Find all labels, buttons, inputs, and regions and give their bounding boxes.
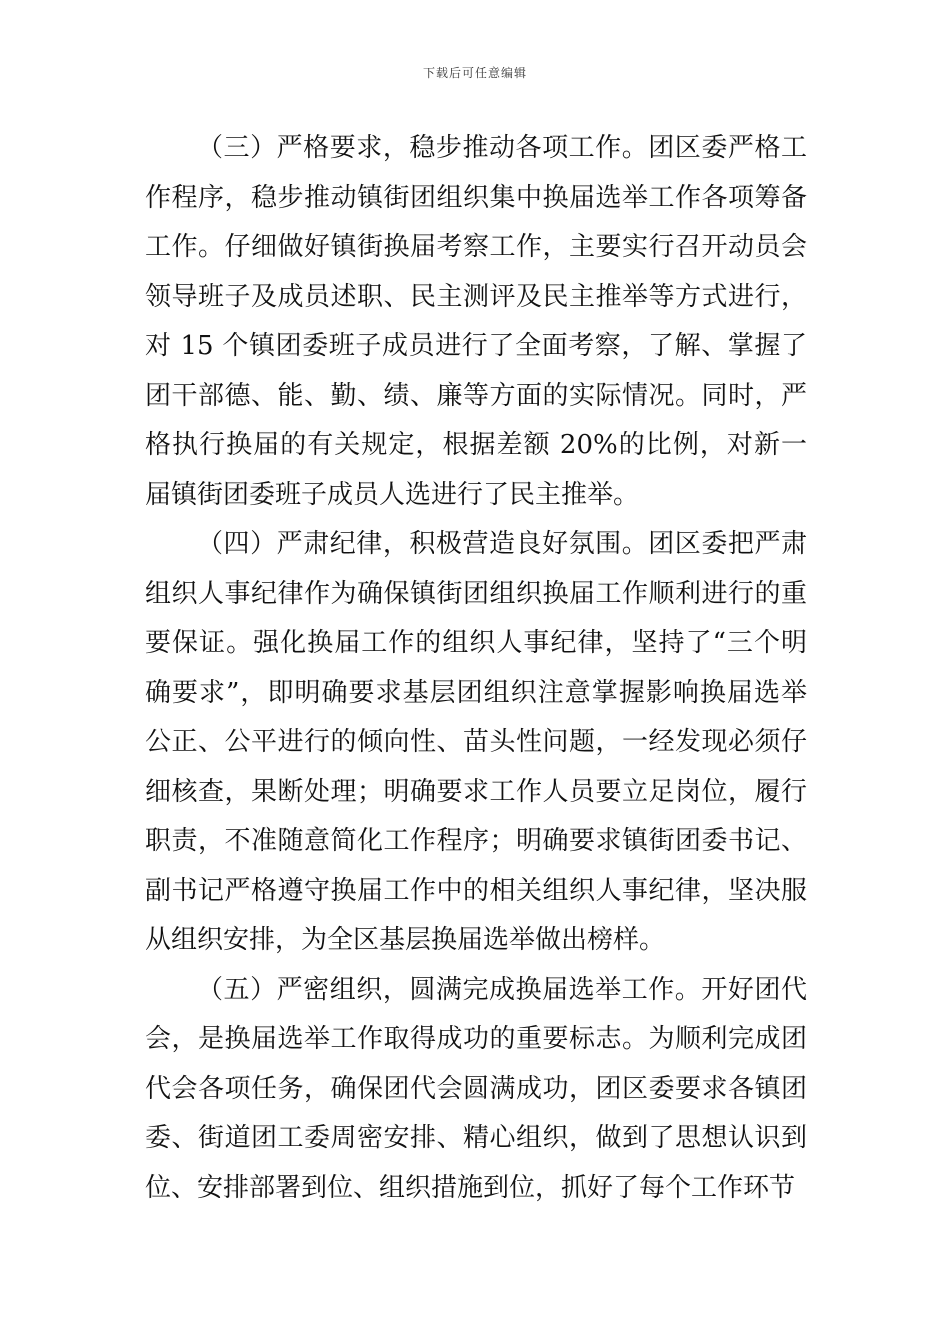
paragraph-4: （四）严肃纪律，积极营造良好氛围。团区委把严肃组织人事纪律作为确保镇街团组织换届工作顺利进行的重要保证。强化换届工作的组织人事纪律，坚持了“三个明确要求”，即明确要求基层团组织注意掌握影响换届选举公正、公平进行的倾向性、苗头性问题，一经发现必须仔细核查，果断处理；明确要求工作人员要立足岗位，履行职责，不准随意简化工作程序；明确要求镇街团委书记、副书记严格遵守换届工作中的相关组织人事纪律，坚决服从组织安排，为全区基层换届选举做出榜样。: [145, 529, 807, 955]
paragraph-3: （三）严格要求，稳步推动各项工作。团区委严格工作程序，稳步推动镇街团组织集中换届选举工作各项筹备工作。仔细做好镇街换届考察工作，主要实行召开动员会领导班子及成员述职、民主测评及民主推举等方式进行，对 15 个镇团委班子成员进行了全面考察，了解、掌握了团干部德、能、勤、绩、廉等方面的实际情况。同时，严格执行换届的有关规定，根据差额 20%的比例，对新一届镇街团委班子成员人选进行了民主推举。: [145, 133, 807, 510]
paragraph-5: （五）严密组织，圆满完成换届选举工作。开好团代会，是换届选举工作取得成功的重要标志。为顺利完成团代会各项任务，确保团代会圆满成功，团区委要求各镇团委、街道团工委周密安排、精心组织，做到了思想认识到位、安排部署到位、组织措施到位，抓好了每个工作环节: [145, 974, 807, 1203]
document-body: [145, 124, 807, 1213]
page-header: 下载后可任意编辑: [422, 66, 527, 80]
